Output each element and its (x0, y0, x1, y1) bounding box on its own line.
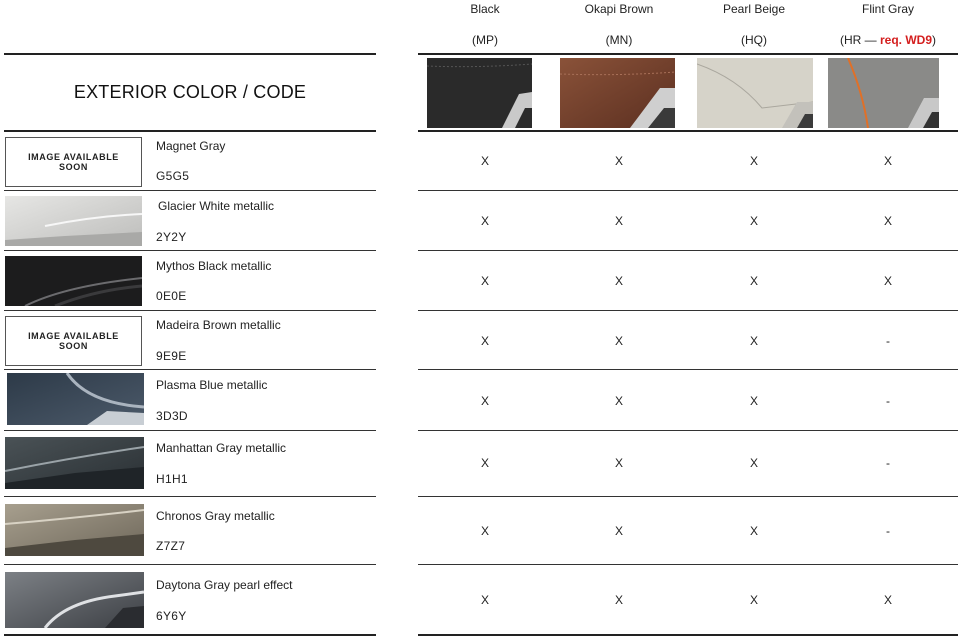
color-swatch-plasma-blue (7, 373, 144, 425)
row-divider-right (418, 496, 958, 497)
header-rule-right (418, 53, 958, 55)
color-swatch-mythos-black (5, 256, 142, 306)
availability-cell: X (749, 456, 758, 470)
row-divider-left (4, 190, 376, 191)
color-swatch-manhattan-gray (5, 437, 144, 489)
availability-cell: X (614, 524, 623, 538)
row-divider-left (4, 310, 376, 311)
page-title: EXTERIOR COLOR / CODE (73, 82, 307, 102)
interior-code-okapi-brown: (MN) (605, 33, 633, 47)
color-code: H1H1 (156, 472, 188, 486)
color-name: Madeira Brown metallic (156, 318, 281, 332)
availability-cell: X (749, 154, 758, 168)
color-swatch-glacier-white (5, 196, 142, 246)
flint-code-suffix: ) (932, 33, 936, 47)
row-divider-left (4, 430, 376, 431)
availability-cell: X (480, 274, 489, 288)
interior-name-pearl-beige: Pearl Beige (722, 2, 786, 16)
color-code: 6Y6Y (156, 609, 187, 623)
availability-cell: X (614, 214, 623, 228)
color-name: Plasma Blue metallic (156, 378, 268, 392)
availability-cell: X (480, 524, 489, 538)
availability-cell: X (749, 524, 758, 538)
availability-cell: - (886, 524, 890, 538)
row-divider-left (4, 250, 376, 251)
availability-cell: X (749, 394, 758, 408)
interior-code-black: (MP) (472, 33, 498, 47)
availability-cell: X (614, 274, 623, 288)
placeholder-label: IMAGE AVAILABLE SOON (28, 331, 119, 351)
interior-name-flint-gray: Flint Gray (861, 2, 914, 16)
color-swatch-daytona-gray (5, 572, 144, 628)
color-name: Daytona Gray pearl effect (156, 578, 293, 592)
availability-cell: - (886, 334, 890, 348)
availability-cell: X (480, 456, 489, 470)
availability-cell: X (749, 334, 758, 348)
row-divider-right (418, 310, 958, 311)
row-divider-right (418, 564, 958, 565)
row-divider-right (418, 430, 958, 431)
interior-swatch-flint-gray (828, 58, 939, 128)
flint-code-requirement: req. WD9 (879, 33, 932, 47)
availability-cell: X (614, 394, 623, 408)
availability-cell: X (883, 214, 892, 228)
color-code: 3D3D (156, 409, 188, 423)
interior-code-flint-gray (826, 33, 950, 47)
image-placeholder (5, 316, 142, 366)
availability-cell: X (614, 334, 623, 348)
color-code: Z7Z7 (156, 539, 186, 553)
row-divider-right (418, 190, 958, 191)
availability-cell: X (480, 593, 489, 607)
header-rule-left (4, 53, 376, 55)
interior-name-black: Black (470, 2, 500, 16)
interior-swatch-pearl-beige (697, 58, 813, 128)
color-name: Chronos Gray metallic (156, 509, 275, 523)
availability-cell: X (480, 334, 489, 348)
row-divider-left (4, 564, 376, 565)
interior-code-pearl-beige: (HQ) (741, 33, 767, 47)
table-bottom-rule-left (4, 634, 376, 636)
availability-cell: X (614, 593, 623, 607)
row-divider-left (4, 496, 376, 497)
color-code: 0E0E (156, 289, 187, 303)
color-code: 9E9E (156, 349, 187, 363)
interior-swatch-black (427, 58, 532, 128)
flint-code-prefix: (HR — (839, 33, 880, 47)
interior-swatch-okapi-brown (560, 58, 675, 128)
availability-cell: X (883, 154, 892, 168)
row-divider-right (418, 250, 958, 251)
color-name: Mythos Black metallic (156, 259, 272, 273)
color-name: Glacier White metallic (158, 199, 275, 213)
availability-cell: X (749, 274, 758, 288)
availability-cell: X (480, 154, 489, 168)
row-divider-left (4, 369, 376, 370)
interior-name-okapi-brown: Okapi Brown (584, 2, 654, 16)
color-code: 2Y2Y (156, 230, 187, 244)
title-rule-right (418, 130, 958, 132)
availability-cell: X (614, 154, 623, 168)
placeholder-label: IMAGE AVAILABLE SOON (28, 152, 119, 172)
color-swatch-chronos-gray (5, 504, 144, 556)
table-bottom-rule-right (418, 634, 958, 636)
color-code: G5G5 (156, 169, 190, 183)
availability-cell: X (883, 593, 892, 607)
color-name: Manhattan Gray metallic (156, 441, 287, 455)
availability-cell: X (480, 214, 489, 228)
title-rule-left (4, 130, 376, 132)
availability-cell: X (480, 394, 489, 408)
image-placeholder (5, 137, 142, 187)
row-divider-right (418, 369, 958, 370)
availability-cell: X (749, 593, 758, 607)
availability-cell: X (614, 456, 623, 470)
availability-cell: X (749, 214, 758, 228)
color-name: Magnet Gray (156, 139, 226, 153)
availability-cell: - (886, 456, 890, 470)
availability-cell: X (883, 274, 892, 288)
availability-cell: - (886, 394, 890, 408)
